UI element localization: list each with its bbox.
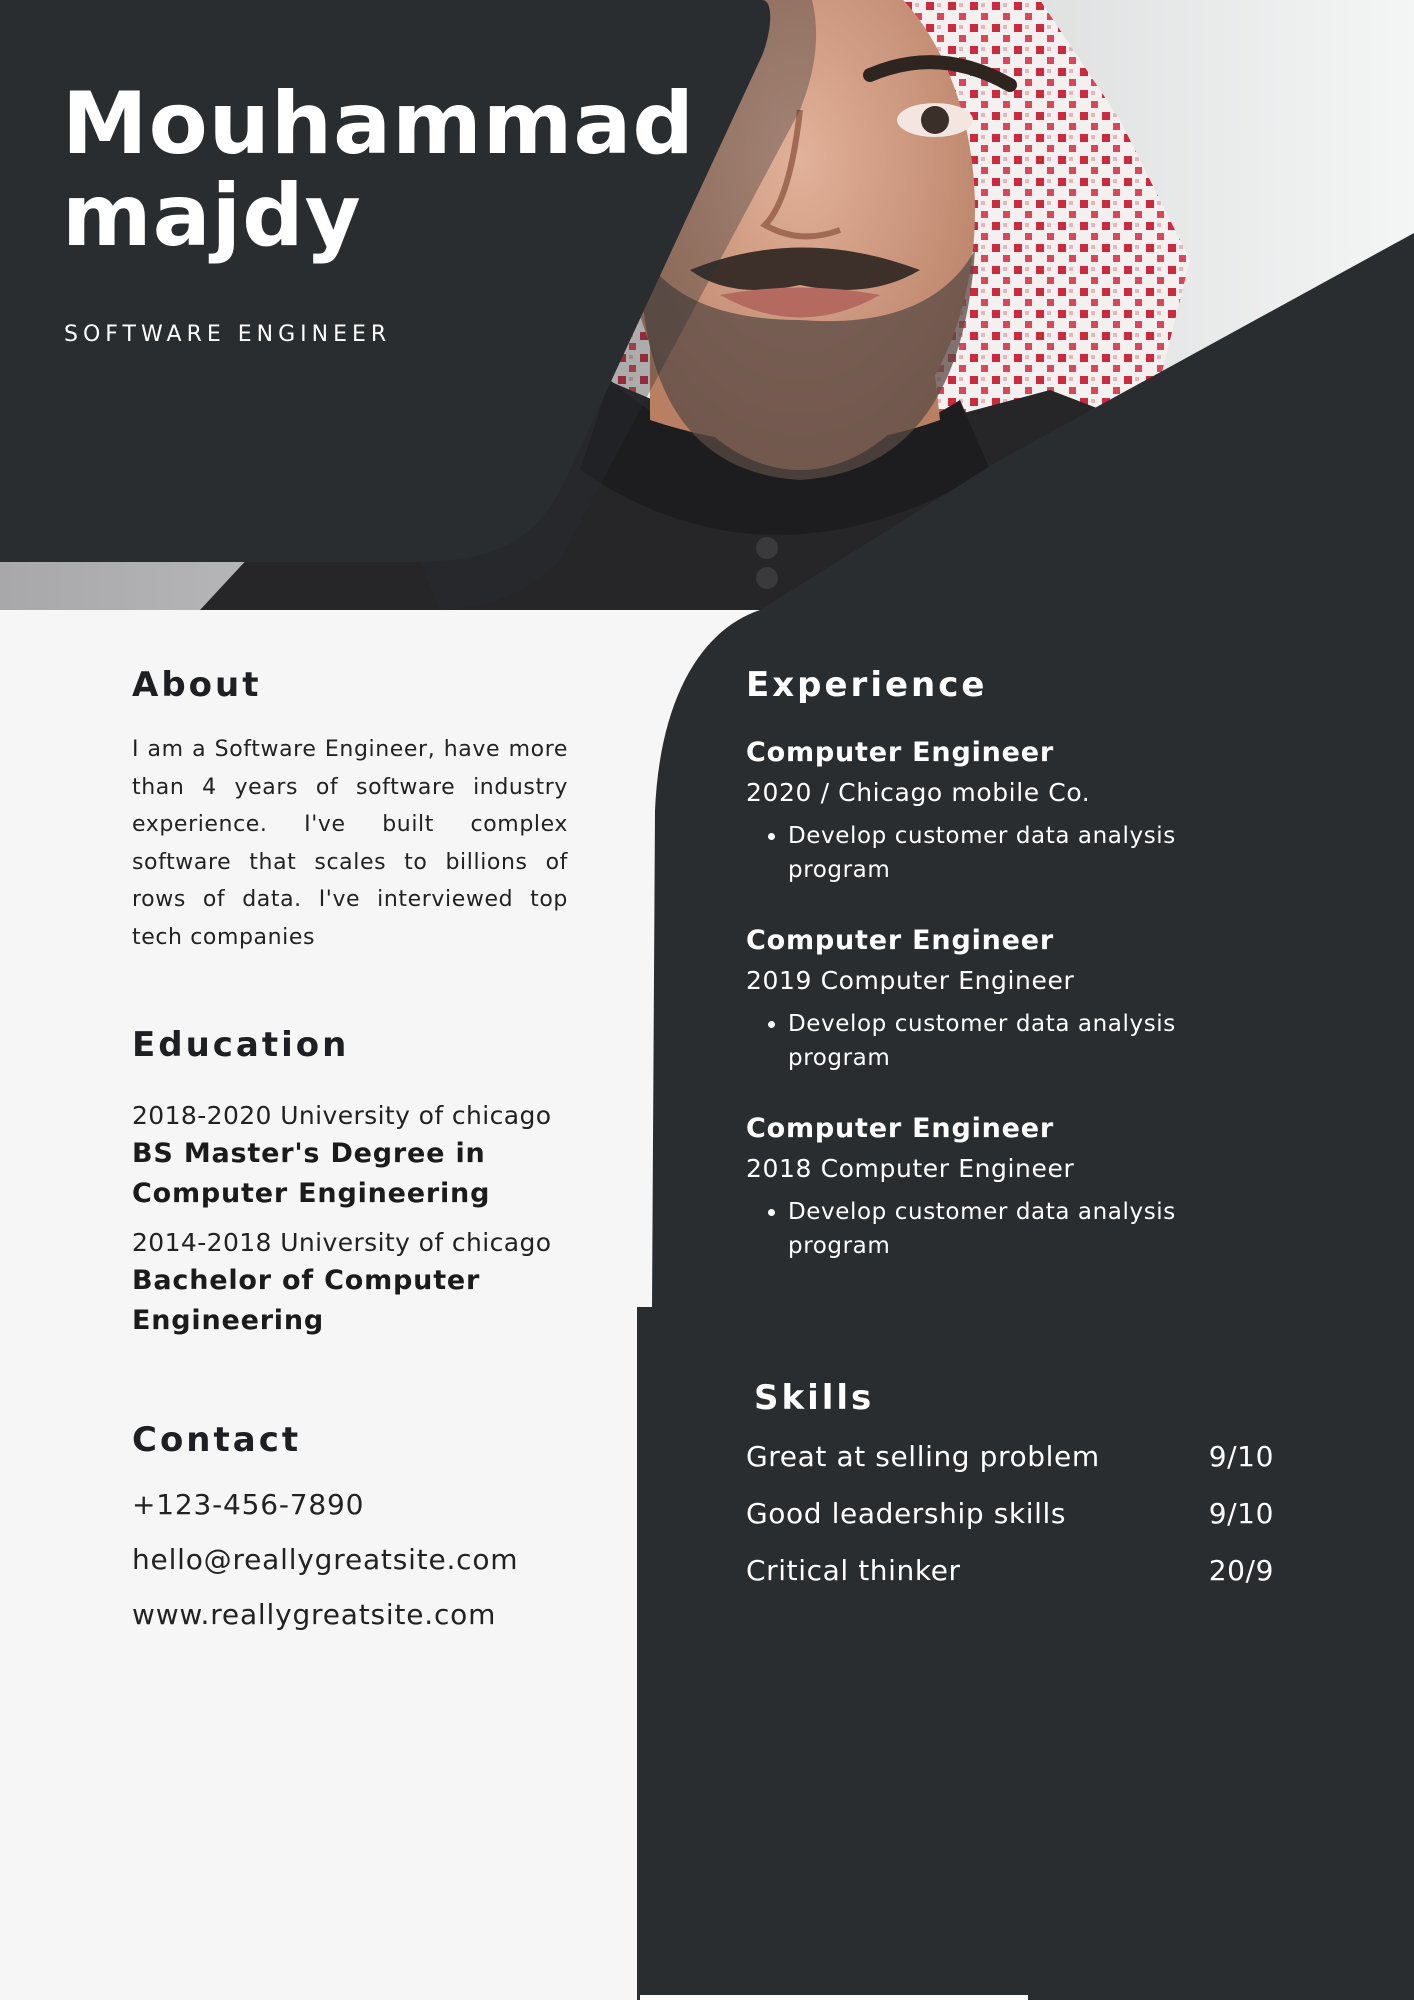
contact-heading: Contact (132, 1420, 302, 1460)
skills-list (746, 1440, 1306, 1611)
experience-entry (746, 1113, 1306, 1263)
first-name: Mouhammad (62, 74, 695, 174)
experience-meta: 2018 Computer Engineer (746, 1154, 1075, 1183)
experience-meta: 2019 Computer Engineer (746, 966, 1075, 995)
experience-role: Computer Engineer (746, 1113, 1054, 1144)
experience-entry (746, 737, 1306, 887)
contact-phone: +123-456-7890 (132, 1488, 365, 1521)
contact-website[interactable]: www.reallygreatsite.com (132, 1598, 497, 1631)
experience-entry (746, 925, 1306, 1075)
education-years: 2014-2018 University of chicago (132, 1228, 552, 1257)
experience-role: Computer Engineer (746, 737, 1054, 768)
skill-row (746, 1554, 1274, 1611)
about-text: I am a Software Engineer, have more than 4 years of software industry experience. I've built complex software that scales to billions of rows of data. I've interviewed top tech companies (132, 737, 568, 950)
skill-name: Great at selling problem (746, 1440, 1100, 1473)
about-section (132, 665, 568, 956)
contact-email[interactable]: hello@reallygreatsite.com (132, 1543, 519, 1576)
experience-bullets (746, 1007, 1306, 1075)
skill-score: 9/10 (1208, 1440, 1274, 1473)
education-section (132, 1025, 592, 1341)
experience-bullets (746, 819, 1306, 887)
skill-name: Critical thinker (746, 1554, 961, 1587)
experience-heading: Experience (746, 665, 988, 705)
experience-bullet: • Develop customer data analysis program (788, 819, 1208, 887)
education-years: 2018-2020 University of chicago (132, 1101, 552, 1130)
experience-meta: 2020 / Chicago mobile Co. (746, 778, 1091, 807)
last-name: majdy (62, 166, 362, 266)
experience-bullet: • Develop customer data analysis program (788, 1007, 1208, 1075)
about-heading: About (132, 665, 262, 705)
skill-score: 20/9 (1208, 1554, 1274, 1587)
skill-row (746, 1440, 1274, 1497)
experience-role: Computer Engineer (746, 925, 1054, 956)
skills-section (746, 1378, 1306, 1611)
experience-bullet: • Develop customer data analysis program (788, 1195, 1208, 1263)
skills-heading: Skills (754, 1378, 875, 1418)
education-entry (132, 1228, 592, 1341)
job-title: SOFTWARE ENGINEER (64, 322, 392, 347)
experience-section (746, 665, 1306, 1263)
full-name (62, 74, 695, 266)
skill-row (746, 1497, 1274, 1554)
contact-section (132, 1420, 592, 1631)
skill-name: Good leadership skills (746, 1497, 1067, 1530)
education-heading: Education (132, 1025, 350, 1065)
education-degree: BS Master's Degree in Computer Engineering (132, 1138, 491, 1209)
experience-bullets (746, 1195, 1306, 1263)
education-entry (132, 1101, 592, 1214)
skill-score: 9/10 (1208, 1497, 1274, 1530)
education-degree: Bachelor of Computer Engineering (132, 1265, 481, 1336)
